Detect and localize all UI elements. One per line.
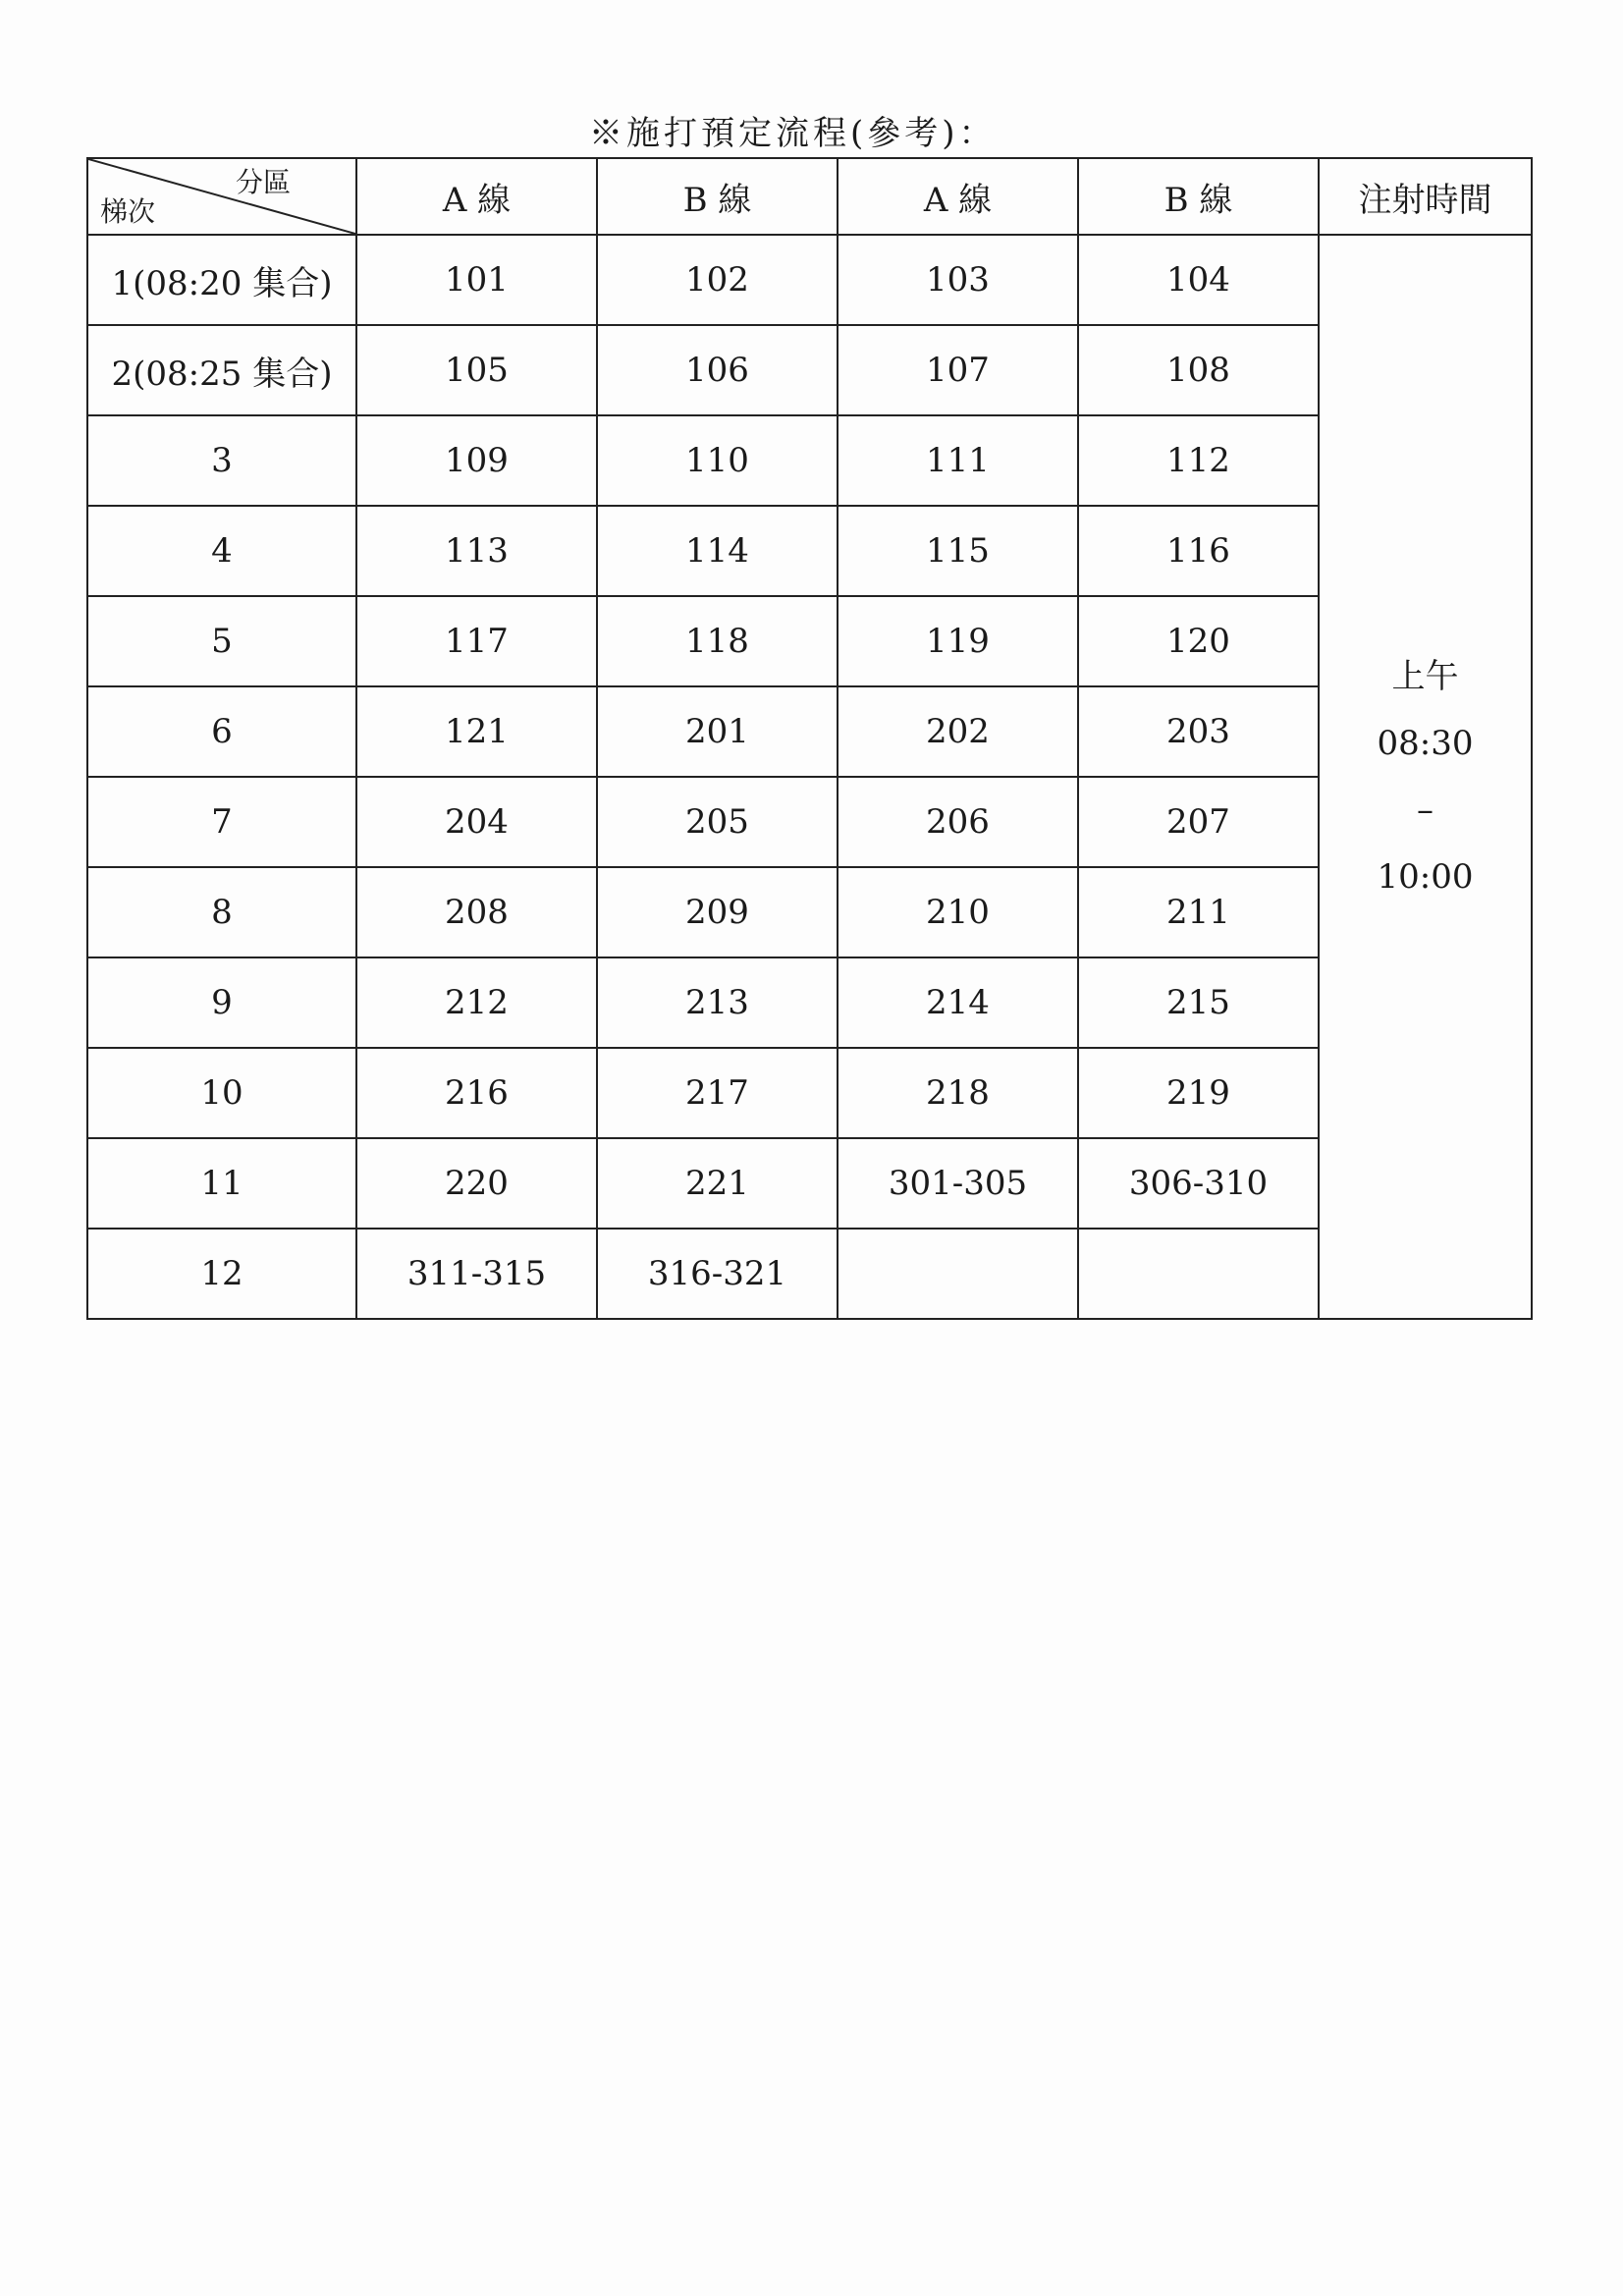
class-cell: 121 xyxy=(356,686,597,777)
class-cell: 108 xyxy=(1078,325,1319,415)
class-cell: 202 xyxy=(838,686,1078,777)
class-cell: 212 xyxy=(356,957,597,1048)
batch-cell: 4 xyxy=(87,506,356,596)
batch-cell: 6 xyxy=(87,686,356,777)
header-line-b-1: B 線 xyxy=(597,158,838,235)
header-line-a-1: A 線 xyxy=(356,158,597,235)
batch-cell: 10 xyxy=(87,1048,356,1138)
table-row xyxy=(87,596,1532,686)
class-cell: 104 xyxy=(1078,235,1319,325)
empty-cell xyxy=(838,1229,1078,1319)
batch-cell: 3 xyxy=(87,415,356,506)
header-line-a-2: A 線 xyxy=(838,158,1078,235)
batch-cell: 7 xyxy=(87,777,356,867)
batch-cell: 9 xyxy=(87,957,356,1048)
class-cell: 115 xyxy=(838,506,1078,596)
class-cell: 120 xyxy=(1078,596,1319,686)
batch-header-label: 梯次 xyxy=(100,195,156,228)
injection-time-dash: – xyxy=(1417,791,1434,830)
class-cell: 316-321 xyxy=(597,1229,838,1319)
header-injection-time: 注射時間 xyxy=(1319,158,1532,235)
class-cell: 206 xyxy=(838,777,1078,867)
vaccination-schedule-table xyxy=(86,157,1533,1320)
class-cell: 109 xyxy=(356,415,597,506)
empty-cell xyxy=(1078,1229,1319,1319)
batch-cell: 1(08:20 集合) xyxy=(87,235,356,325)
table-row xyxy=(87,867,1532,957)
class-cell: 221 xyxy=(597,1138,838,1229)
table-row xyxy=(87,1138,1532,1229)
batch-cell: 8 xyxy=(87,867,356,957)
class-cell: 207 xyxy=(1078,777,1319,867)
class-cell: 301-305 xyxy=(838,1138,1078,1229)
class-cell: 107 xyxy=(838,325,1078,415)
table-row xyxy=(87,686,1532,777)
batch-cell: 2(08:25 集合) xyxy=(87,325,356,415)
class-cell: 102 xyxy=(597,235,838,325)
page-title: ※施打預定流程(參考)： xyxy=(589,114,997,153)
class-cell: 114 xyxy=(597,506,838,596)
class-cell: 214 xyxy=(838,957,1078,1048)
injection-time-end: 10:00 xyxy=(1377,857,1474,897)
injection-time-cell xyxy=(1319,235,1532,1319)
class-cell: 204 xyxy=(356,777,597,867)
table-row xyxy=(87,325,1532,415)
class-cell: 106 xyxy=(597,325,838,415)
class-cell: 118 xyxy=(597,596,838,686)
injection-time-start: 08:30 xyxy=(1377,724,1474,763)
table-row xyxy=(87,777,1532,867)
table-row xyxy=(87,957,1532,1048)
class-cell: 209 xyxy=(597,867,838,957)
injection-time-period: 上午 xyxy=(1391,657,1459,696)
class-cell: 110 xyxy=(597,415,838,506)
class-cell: 208 xyxy=(356,867,597,957)
class-cell: 103 xyxy=(838,235,1078,325)
table-row xyxy=(87,506,1532,596)
table-row xyxy=(87,1229,1532,1319)
class-cell: 219 xyxy=(1078,1048,1319,1138)
batch-cell: 11 xyxy=(87,1138,356,1229)
class-cell: 218 xyxy=(838,1048,1078,1138)
class-cell: 112 xyxy=(1078,415,1319,506)
table-row xyxy=(87,235,1532,325)
zone-header-label: 分區 xyxy=(235,166,291,198)
batch-cell: 5 xyxy=(87,596,356,686)
class-cell: 117 xyxy=(356,596,597,686)
class-cell: 210 xyxy=(838,867,1078,957)
class-cell: 311-315 xyxy=(356,1229,597,1319)
class-cell: 205 xyxy=(597,777,838,867)
table-row xyxy=(87,415,1532,506)
class-cell: 119 xyxy=(838,596,1078,686)
class-cell: 113 xyxy=(356,506,597,596)
corner-header xyxy=(87,158,356,235)
class-cell: 211 xyxy=(1078,867,1319,957)
class-cell: 101 xyxy=(356,235,597,325)
class-cell: 105 xyxy=(356,325,597,415)
class-cell: 217 xyxy=(597,1048,838,1138)
class-cell: 213 xyxy=(597,957,838,1048)
class-cell: 203 xyxy=(1078,686,1319,777)
class-cell: 201 xyxy=(597,686,838,777)
class-cell: 116 xyxy=(1078,506,1319,596)
header-row xyxy=(87,158,1532,235)
header-line-b-2: B 線 xyxy=(1078,158,1319,235)
table-row xyxy=(87,1048,1532,1138)
class-cell: 306-310 xyxy=(1078,1138,1319,1229)
class-cell: 216 xyxy=(356,1048,597,1138)
class-cell: 215 xyxy=(1078,957,1319,1048)
batch-cell: 12 xyxy=(87,1229,356,1319)
class-cell: 111 xyxy=(838,415,1078,506)
class-cell: 220 xyxy=(356,1138,597,1229)
